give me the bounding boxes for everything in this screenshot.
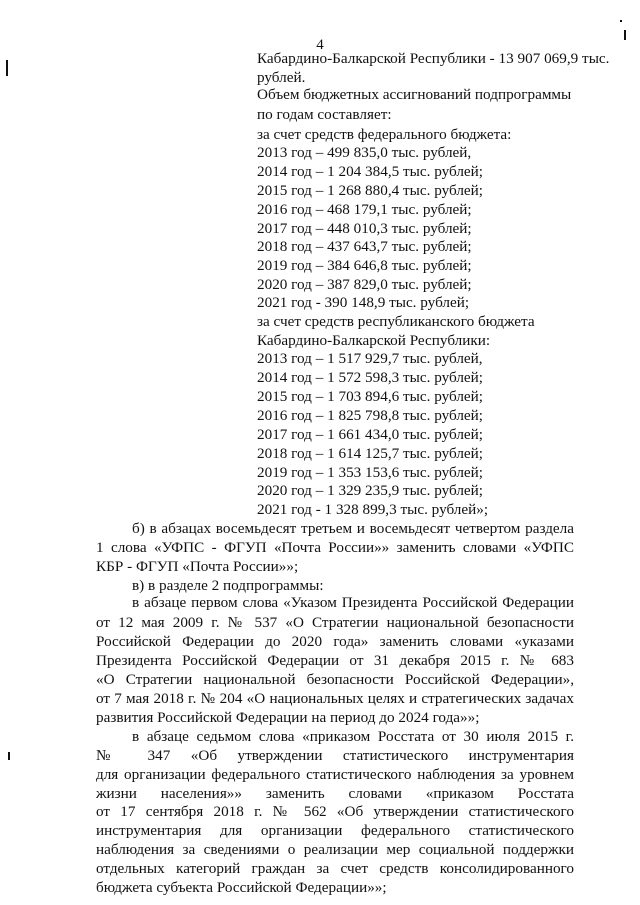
scan-mark-right	[620, 20, 622, 22]
text-line: 2019 год – 384 646,8 тыс. рублей;	[257, 257, 472, 274]
text-line: «О Стратегии национальной безопасности Российской Федерации»,	[96, 671, 574, 688]
text-line: Кабардино-Балкарской Республики - 13 907 069,9 тыс.	[257, 50, 610, 67]
text-line: от 12 мая 2009 г. № 537 «О Стратегии национальной безопасности	[96, 614, 574, 631]
text-line: для организации федерального статистического наблюдения за уровнем	[96, 766, 574, 783]
text-line: 2019 год – 1 353 153,6 тыс. рублей;	[257, 464, 484, 481]
text-line: б) в абзацах восемьдесят третьем и восемьдесят четвертом раздела	[132, 520, 574, 537]
text-line: 2021 год - 390 148,9 тыс. рублей;	[257, 294, 470, 311]
text-line: 2013 год – 1 517 929,7 тыс. рублей,	[257, 350, 483, 367]
text-line: от 17 сентября 2018 г. № 562 «Об утверждении статистического	[96, 803, 574, 820]
text-line: 2015 год – 1 268 880,4 тыс. рублей;	[257, 182, 484, 199]
text-line: в) в разделе 2 подпрограммы:	[132, 577, 324, 594]
text-line: 2018 год – 437 643,7 тыс. рублей;	[257, 238, 472, 255]
text-line: жизни населения»» заменить словами «приказом Росстата	[96, 785, 574, 802]
text-line: отдельных категорий граждан за счет средств консолидированного	[96, 860, 574, 877]
text-line: 2021 год - 1 328 899,3 тыс. рублей»;	[257, 501, 489, 518]
scan-mark-left	[6, 60, 8, 76]
text-line: развития Российской Федерации на период до 2024 года»»;	[96, 709, 480, 726]
text-line: Российской Федерации до 2020 года» заменить словами «указами	[96, 633, 574, 650]
text-line: от 7 мая 2018 г. № 204 «О национальных целях и стратегических задачах	[96, 690, 574, 707]
text-line: 2020 год – 387 829,0 тыс. рублей;	[257, 276, 472, 293]
text-line: инструментария для организации федерального статистического	[96, 822, 574, 839]
text-line: 2017 год – 448 010,3 тыс. рублей;	[257, 220, 472, 237]
text-line: Президента Российской Федерации от 31 декабря 2015 г. № 683	[96, 652, 574, 669]
text-line: наблюдения за сведениями о реализации мер социальной поддержки	[96, 841, 574, 858]
text-line: бюджета субъекта Российской Федерации»»;	[96, 879, 387, 896]
text-line: 2020 год – 1 329 235,9 тыс. рублей;	[257, 482, 484, 499]
text-line: в абзаце седьмом слова «приказом Росстата от 30 июля 2015 г.	[132, 728, 574, 745]
text-line: 2016 год – 1 825 798,8 тыс. рублей;	[257, 407, 484, 424]
text-line: 2014 год – 1 572 598,3 тыс. рублей;	[257, 369, 484, 386]
text-line: по годам составляет:	[257, 106, 392, 123]
text-line: 1 слова «УФПС - ФГУП «Почта России»» заменить словами «УФПС	[96, 539, 574, 556]
scan-mark-right-lower	[624, 30, 626, 40]
text-line: 2015 год – 1 703 894,6 тыс. рублей;	[257, 388, 484, 405]
text-line: 2017 год – 1 661 434,0 тыс. рублей;	[257, 426, 484, 443]
text-line: КБР - ФГУП «Почта России»»;	[96, 558, 299, 575]
page-number: 4	[316, 37, 324, 53]
text-line: 2018 год – 1 614 125,7 тыс. рублей;	[257, 445, 484, 462]
text-line: № 347 «Об утверждении статистического инструментария	[96, 747, 574, 764]
text-line: Объем бюджетных ассигнований подпрограммы	[257, 86, 572, 103]
text-line: 2016 год – 468 179,1 тыс. рублей;	[257, 201, 472, 218]
text-line: Кабардино-Балкарской Республики:	[257, 332, 491, 349]
text-line: за счет средств республиканского бюджета	[257, 313, 535, 330]
text-line: 2014 год – 1 204 384,5 тыс. рублей;	[257, 163, 484, 180]
scan-mark-left-lower	[8, 752, 10, 760]
text-line: в абзаце первом слова «Указом Президента Российской Федерации	[132, 594, 574, 611]
text-line: рублей.	[257, 69, 306, 86]
text-line: за счет средств федерального бюджета:	[257, 126, 512, 143]
text-line: 2013 год – 499 835,0 тыс. рублей,	[257, 144, 472, 161]
